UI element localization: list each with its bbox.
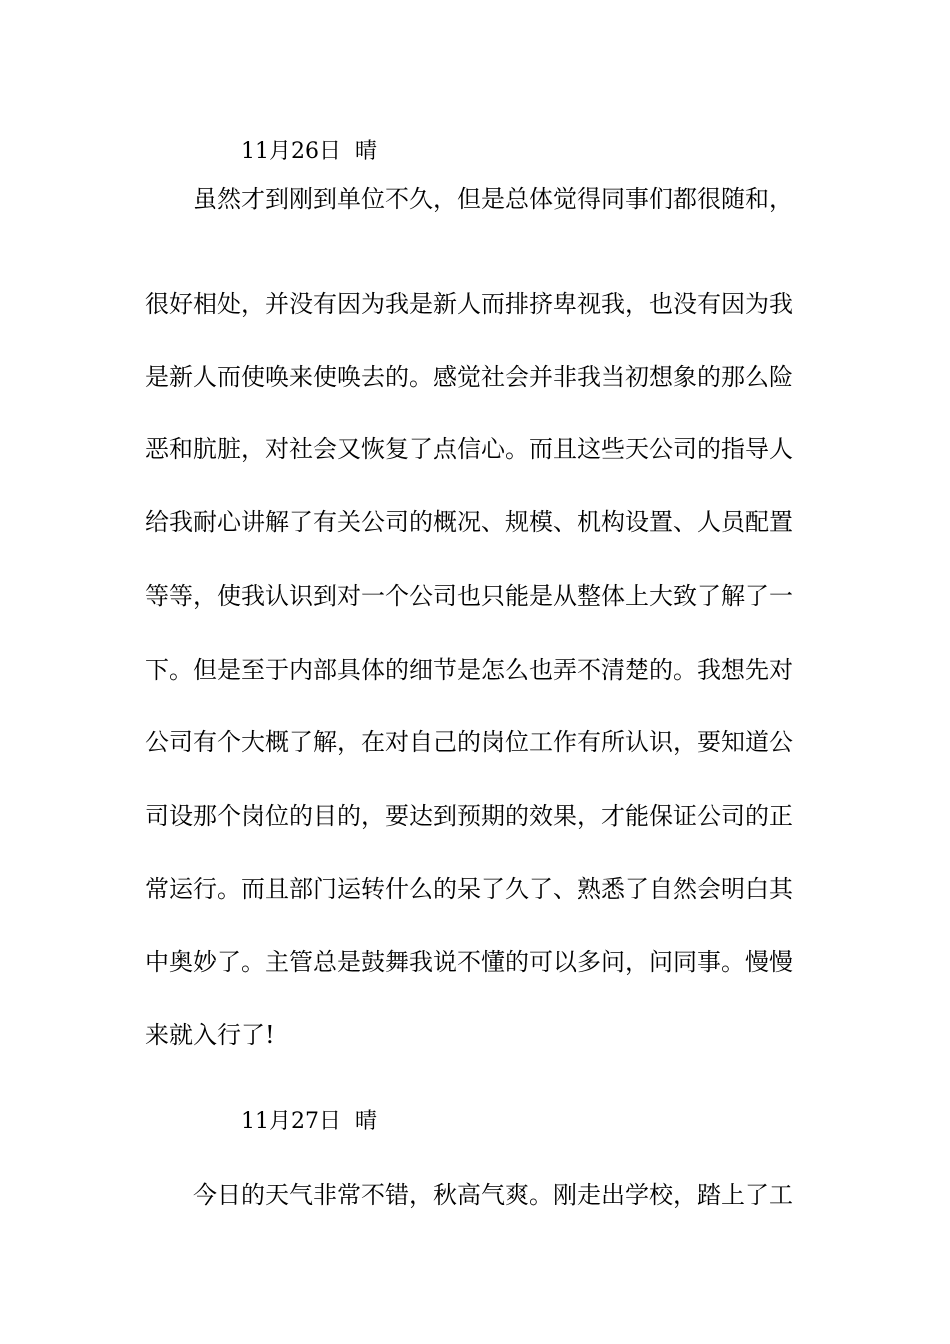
paragraph-line: 今日的天气非常不错，秋高气爽。刚走出学校，踏上了工 <box>193 1181 793 1209</box>
paragraph-line: 常运行。而且部门运转什么的呆了久了、熟悉了自然会明白其 <box>145 875 793 903</box>
entry-date-heading: 11月26日 晴 <box>241 139 377 164</box>
paragraph-line: 是新人而使唤来使唤去的。感觉社会并非我当初想象的那么险 <box>145 363 793 391</box>
paragraph-line: 恶和肮脏，对社会又恢复了点信心。而且这些天公司的指导人 <box>145 435 793 463</box>
paragraph-line: 虽然才到刚到单位不久，但是总体觉得同事们都很随和， <box>193 185 793 213</box>
paragraph-line: 下。但是至于内部具体的细节是怎么也弄不清楚的。我想先对 <box>145 656 793 684</box>
entry-date-heading: 11月27日 晴 <box>241 1109 377 1134</box>
paragraph-line: 中奥妙了。主管总是鼓舞我说不懂的可以多问，问同事。慢慢 <box>145 948 793 976</box>
paragraph-line: 给我耐心讲解了有关公司的概况、规模、机构设置、人员配置 <box>145 508 793 536</box>
paragraph-line: 司设那个岗位的目的，要达到预期的效果，才能保证公司的正 <box>145 802 793 830</box>
paragraph-line: 很好相处，并没有因为我是新人而排挤卑视我，也没有因为我 <box>145 290 793 318</box>
paragraph-line: 公司有个大概了解，在对自己的岗位工作有所认识，要知道公 <box>145 728 793 756</box>
paragraph-line: 等等，使我认识到对一个公司也只能是从整体上大致了解了一 <box>145 582 793 610</box>
paragraph-line: 来就入行了! <box>145 1021 275 1049</box>
